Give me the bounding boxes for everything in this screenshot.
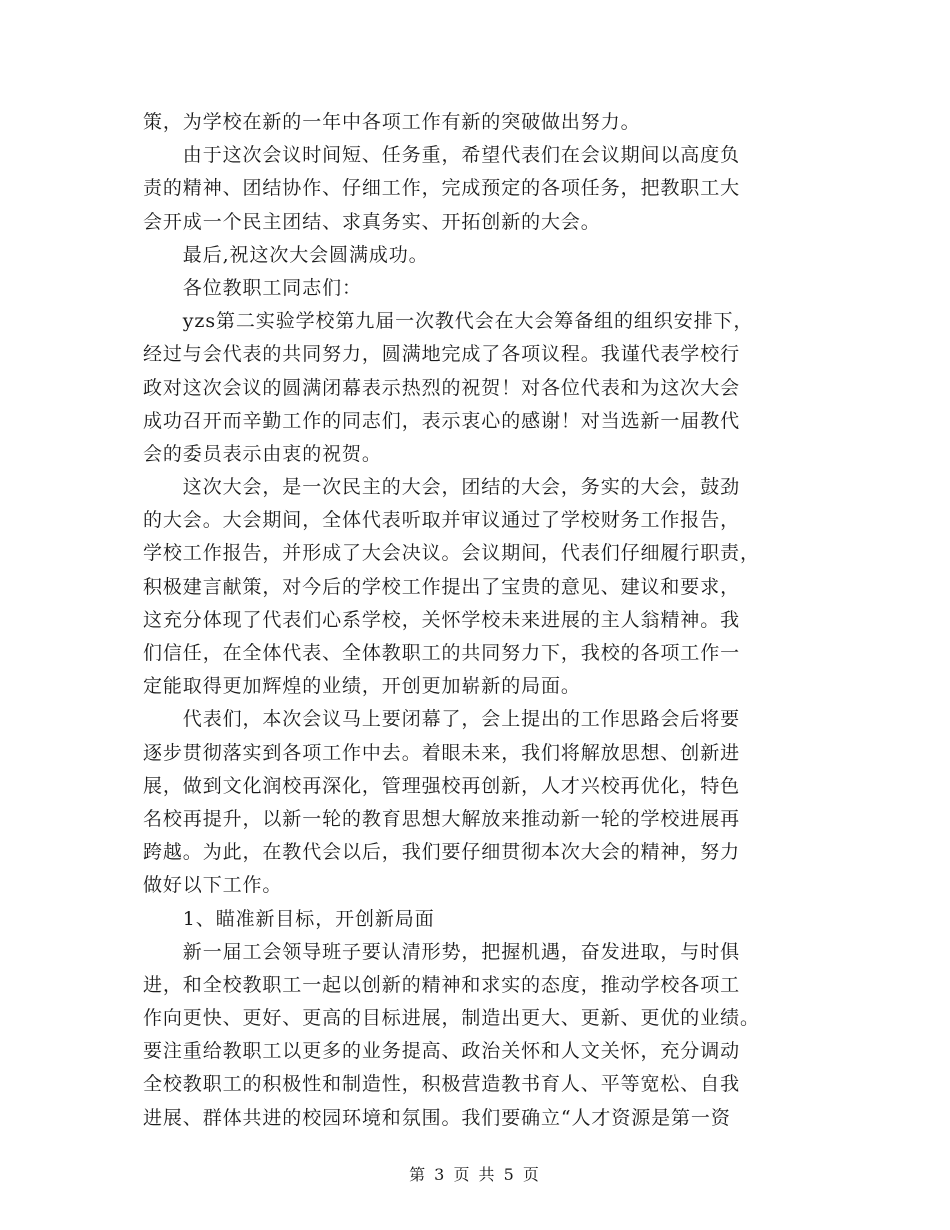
page-number: 第 3 页 共 5 页 xyxy=(409,1165,541,1184)
text-line: 这充分体现了代表们心系学校，关怀学校未来进展的主人翁精神。我 xyxy=(143,608,741,631)
text-line: 政对这次会议的圆满闭幕表示热烈的祝贺！对各位代表和为这次大会 xyxy=(143,376,741,399)
text-line: 们信任，在全体代表、全体教职工的共同努力下，我校的各项工作一 xyxy=(143,642,741,664)
text-line: 积极建言献策，对今后的学校工作提出了宝贵的意见、建议和要求， xyxy=(143,575,741,598)
text-line: 全校教职工的积极性和制造性，积极营造教书育人、平等宽松、自我 xyxy=(143,1073,741,1096)
text-line: 的大会。大会期间，全体代表听取并审议通过了学校财务工作报告， xyxy=(143,509,741,532)
text-line: 作向更快、更好、更高的目标进展，制造出更大、更新、更优的业绩。 xyxy=(143,1007,760,1030)
text-line: 这次大会，是一次民主的大会，团结的大会，务实的大会，鼓劲 xyxy=(143,476,741,499)
text-line: 成功召开而辛勤工作的同志们，表示衷心的感谢！对当选新一届教代 xyxy=(143,409,741,432)
text-line: 策，为学校在新的一年中各项工作有新的突破做出努力。 xyxy=(143,111,641,133)
text-line: 要注重给教职工以更多的业务提高、政治关怀和人文关怀，充分调动 xyxy=(143,1040,741,1063)
text-line: yzs第二实验学校第九届一次教代会在大会筹备组的组织安排下， xyxy=(143,310,754,333)
text-line: 展，做到文化润校再深化，管理强校再创新，人才兴校再优化，特色 xyxy=(143,774,741,797)
text-line: 学校工作报告，并形成了大会决议。会议期间，代表们仔细履行职责， xyxy=(143,542,760,565)
text-line: 会的委员表示由衷的祝贺。 xyxy=(143,442,382,465)
document-body xyxy=(143,106,813,1135)
text-line: 会开成一个民主团结、求真务实、开拓创新的大会。 xyxy=(143,210,601,233)
text-line: 定能取得更加辉煌的业绩，开创更加崭新的局面。 xyxy=(143,675,581,698)
text-line: 最后,祝这次大会圆满成功。 xyxy=(143,243,429,266)
text-line: 逐步贯彻落实到各项工作中去。着眼未来，我们将解放思想、创新进 xyxy=(143,741,741,764)
text-line: 做好以下工作。 xyxy=(143,874,283,897)
text-line: 1、瞄准新目标，开创新局面 xyxy=(143,907,435,930)
text-line: 代表们，本次会议马上要闭幕了，会上提出的工作思路会后将要 xyxy=(143,708,741,731)
text-line: 进，和全校教职工一起以创新的精神和求实的态度，推动学校各项工 xyxy=(143,973,741,996)
text-line: 经过与会代表的共同努力，圆满地完成了各项议程。我谨代表学校行 xyxy=(143,343,741,366)
text-line: 各位教职工同志们： xyxy=(143,276,362,299)
text-line: 由于这次会议时间短、任务重，希望代表们在会议期间以高度负 xyxy=(143,144,741,167)
text-line: 名校再提升，以新一轮的教育思想大解放来推动新一轮的学校进展再 xyxy=(143,807,741,830)
text-line: 责的精神、团结协作、仔细工作，完成预定的各项任务，把教职工大 xyxy=(143,177,741,200)
text-line: 新一届工会领导班子要认清形势，把握机遇，奋发进取，与时俱 xyxy=(143,940,741,963)
text-line: 进展、群体共进的校园环境和氛围。我们要确立“人才资源是第一资 xyxy=(143,1106,731,1129)
text-line: 跨越。为此，在教代会以后，我们要仔细贯彻本次大会的精神，努力 xyxy=(143,841,741,864)
